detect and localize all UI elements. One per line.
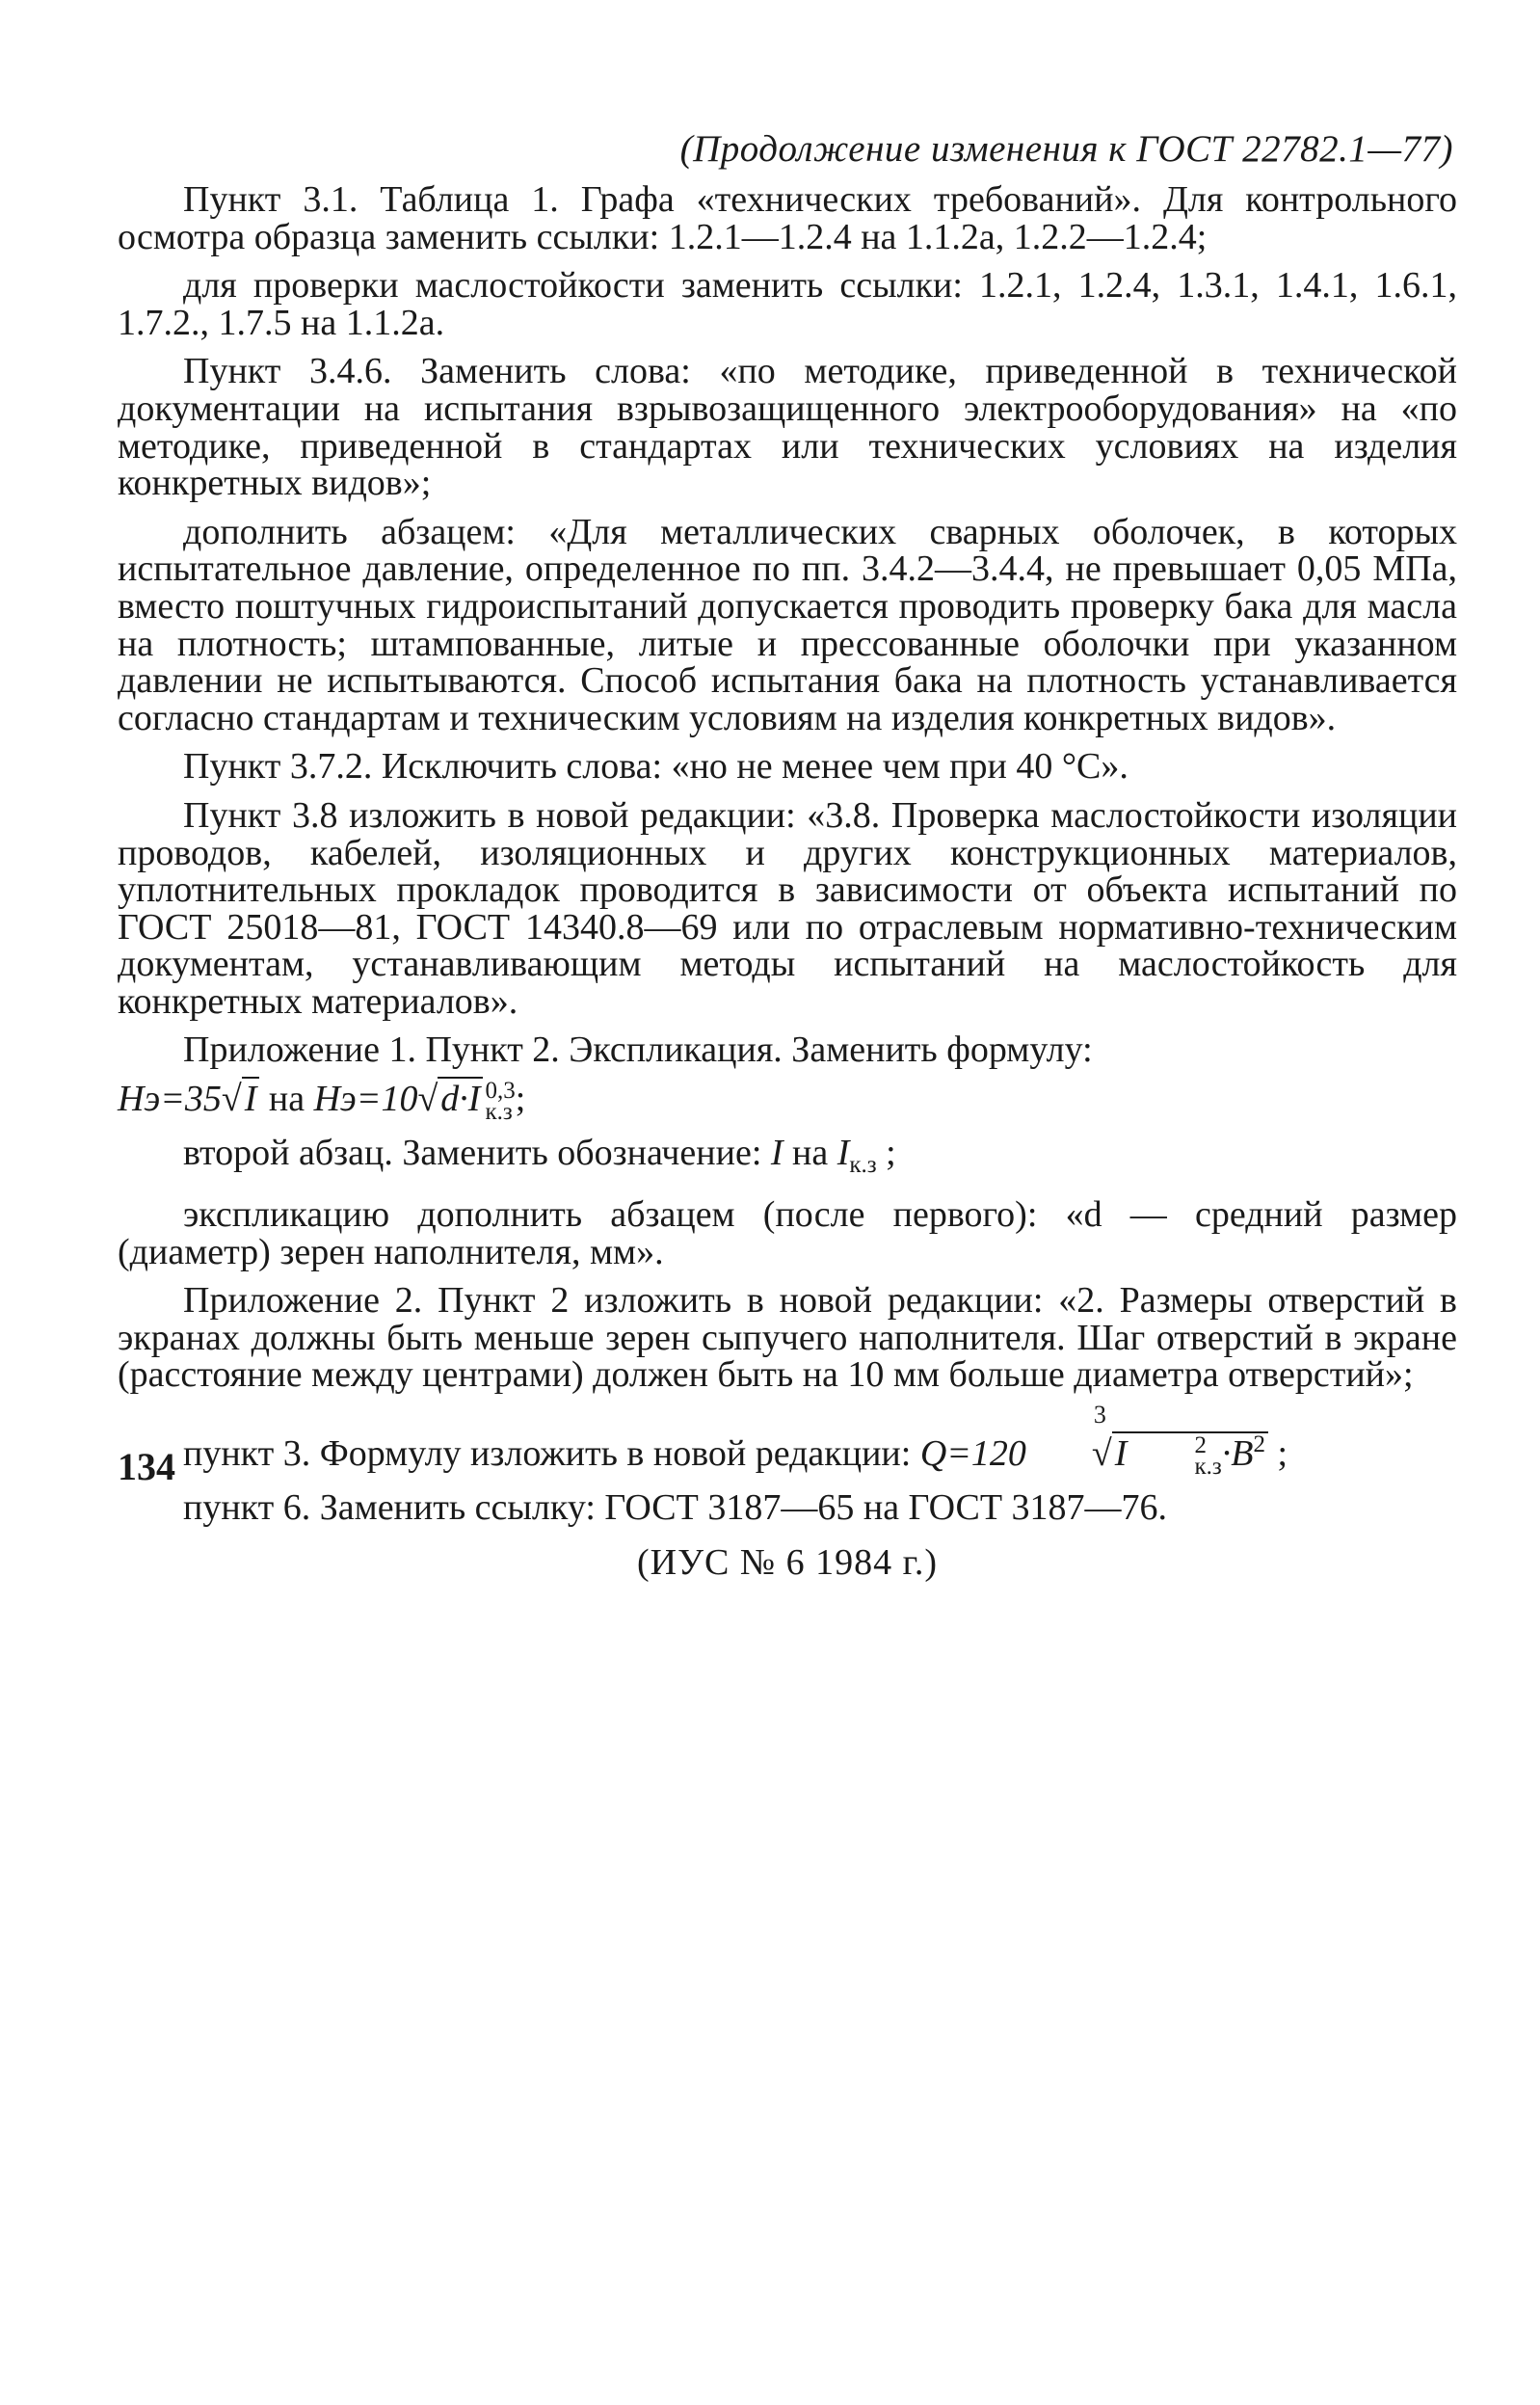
paragraph: Приложение 2. Пункт 2 изложить в новой редакции: «2. Размеры отверстий в экранах должны быть меньше зерен сыпучего наполнителя. Шаг отверстий в экране (расстояние между центрами) должен быть на 10 мм больше диаметра отверстий»; — [118, 1280, 1457, 1396]
paragraph: для проверки маслостойкости заменить ссылки: 1.2.1, 1.2.4, 1.3.1, 1.4.1, 1.6.1, 1.7.2., 1.7.5 на 1.1.2а. — [118, 265, 1457, 343]
paragraph: второй абзац. Заменить обозначение: I на $I_{к.з}$ ; — [183, 1133, 896, 1179]
paragraph: Пункт 3.7.2. Исключить слова: «но не менее чем при 40 °С». — [183, 746, 1128, 788]
body-text — [118, 181, 1457, 1592]
running-header: (Продолжение изменения к ГОСТ 22782.1—77) — [679, 128, 1453, 170]
formula-new: Hэ=10√d·I 0,3 к.з — [313, 1078, 516, 1126]
paragraph: экспликацию дополнить абзацем (после первого): «d — средний размер (диаметр) зерен наполнителя, мм». — [118, 1193, 1457, 1272]
formula-replacement: Hэ=35√I на Hэ=10√d·I 0,3 к.з ; — [118, 1078, 526, 1126]
paragraph: дополнить абзацем: «Для металлических сварных оболочек, в которых испытательное давление, определенное по пп. 3.4.2—3.4.4, не превышает 0,05 МПа, вместо поштучных гидроиспытаний допускается проводить проверку бака для масла на плотность; штампованные, литые и прессованные оболочки при указанном давлении не испытываются. Способ испытания бака на плотность устанавливается согласно стандартам и техническим условиям на изделия конкретных видов». — [118, 511, 1457, 738]
paragraph: Пункт 3.4.6. Заменить слова: «по методике, приведенной в технической документации на испытания взрывозащищенного электрооборудования» на «по методике, приведенной в стандартах или технических условиях на изделия конкретных видов»; — [118, 351, 1457, 504]
paragraph: Пункт 3.8 изложить в новой редакции: «3.8. Проверка маслостойкости изоляции проводов, кабелей, изоляционных и других конструкционных материалов, уплотнительных прокладок проводится в зависимости от объекта испытаний по ГОСТ 25018—81, ГОСТ 14340.8—69 или по отраслевым нормативно-техническим документам, устанавливающим методы испытаний на маслостойкость для конкретных материалов». — [118, 794, 1457, 1022]
source-reference: (ИУС № 6 1984 г.) — [636, 1541, 939, 1583]
formula-q: Q=120 3 √I 2 к.з $\cdot B^2$ — [920, 1433, 1268, 1474]
paragraph: пункт 3. Формулу изложить в новой редакции: Q=120 3 √I 2 к.з $\cdot B^2$ ; — [183, 1400, 1288, 1481]
word-na: на — [268, 1079, 305, 1120]
paragraph: Приложение 1. Пункт 2. Экспликация. Заменить формулу: — [183, 1029, 1093, 1071]
paragraph: пункт 6. Заменить ссылку: ГОСТ 3187—65 на ГОСТ 3187—76. — [183, 1487, 1168, 1529]
symbol-old: I — [770, 1133, 783, 1174]
paragraph: Пункт 3.1. Таблица 1. Графа «технических требований». Для контрольного осмотра образца заменить ссылки: 1.2.1—1.2.4 на 1.1.2а, 1.2.2—1.2.4; — [118, 179, 1457, 257]
page-number: 134 — [118, 1445, 175, 1488]
formula-old: Hэ=35√I — [118, 1077, 259, 1119]
symbol-new: $I_{к.з}$ — [836, 1133, 877, 1179]
